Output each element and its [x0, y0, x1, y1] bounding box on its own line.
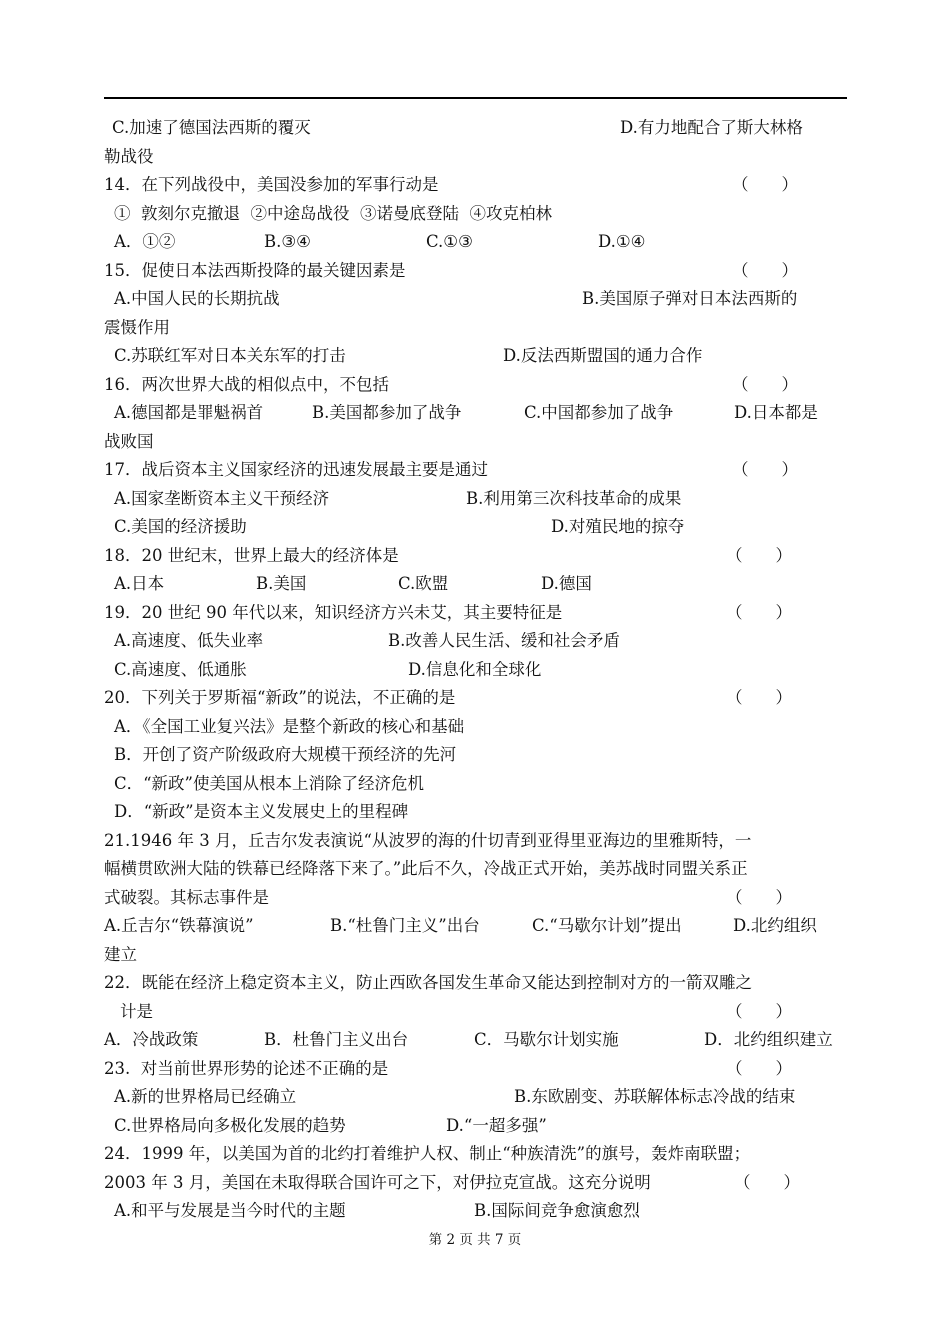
text-segment: B.“杜鲁门主义”出台 [330, 916, 480, 935]
text-line [104, 570, 850, 599]
text-segment: D.信息化和全球化 [408, 659, 542, 679]
text-segment: 震慑作用 [104, 317, 170, 337]
text-segment: C．“新政”使美国从根本上消除了经济危机 [114, 773, 424, 793]
text-line [104, 285, 850, 314]
text-segment: 18．20 世纪末，世界上最大的经济体是 [104, 545, 399, 565]
text-segment: 16．两次世界大战的相似点中，不包括 [104, 374, 389, 394]
text-line [104, 741, 850, 770]
text-line [104, 599, 850, 628]
text-line [104, 713, 850, 742]
text-segment: （ ） [726, 688, 792, 707]
text-segment: B.美国原子弹对日本法西斯的 [582, 289, 798, 308]
text-segment: 15．促使日本法西斯投降的最关键因素是 [104, 260, 406, 280]
text-segment: C.美国的经济援助 [114, 517, 247, 536]
text-segment: 2003 年 3 月，美国在未取得联合国许可之下，对伊拉克宣战。这充分说明 [104, 1172, 651, 1192]
text-line [104, 114, 850, 143]
text-segment: B.东欧剧变、苏联解体标志冷战的结束 [514, 1087, 796, 1106]
text-segment: C.世界格局向多极化发展的趋势 [114, 1115, 346, 1135]
text-segment: （ ） [732, 460, 798, 479]
text-line [104, 855, 850, 884]
text-segment: （ ） [732, 260, 798, 280]
text-segment: 23. 对当前世界形势的论述不正确的是 [104, 1058, 389, 1078]
text-segment: D.德国 [541, 574, 592, 593]
text-line [104, 627, 850, 656]
text-segment: ① 敦刻尔克撤退 ②中途岛战役 ③诺曼底登陆 ④攻克柏林 [114, 203, 552, 223]
text-segment: B.国际间竞争愈演愈烈 [474, 1201, 640, 1220]
text-segment: （ ） [726, 1058, 792, 1078]
text-segment: （ ） [734, 1172, 800, 1192]
text-segment: 式破裂。其标志事件是 [104, 887, 269, 907]
text-segment: D.北约组织 [733, 916, 817, 935]
text-segment: D.对殖民地的掠夺 [551, 517, 685, 536]
text-line [104, 1055, 850, 1084]
text-line [104, 770, 850, 799]
text-segment: A.德国都是罪魁祸首 [114, 403, 264, 422]
text-line [104, 371, 850, 400]
text-line [104, 798, 850, 827]
text-segment: B.美国 [256, 574, 307, 593]
text-line [104, 171, 850, 200]
text-line [104, 200, 850, 229]
text-segment: C.①③ [426, 232, 473, 251]
text-segment: A.和平与发展是当今时代的主题 [114, 1201, 346, 1220]
text-segment: 战败国 [104, 431, 154, 451]
text-segment: B．杜鲁门主义出台 [264, 1030, 409, 1049]
text-segment: D.“一超多强” [446, 1115, 547, 1135]
text-line [104, 342, 850, 371]
text-line [104, 513, 850, 542]
text-segment: D.日本都是 [734, 403, 818, 422]
text-segment: 24．1999 年，以美国为首的北约打着维护人权、制止“种族清洗”的旗号，轰炸南联盟； [104, 1144, 751, 1163]
header-rule [104, 97, 847, 99]
text-segment: D．“新政”是资本主义发展史上的里程碑 [114, 802, 409, 821]
text-line [104, 399, 850, 428]
text-segment: C.高速度、低通胀 [114, 659, 247, 679]
text-line [104, 969, 850, 998]
text-line [104, 1112, 850, 1141]
text-segment: D．北约组织建立 [704, 1030, 833, 1049]
text-line [104, 257, 850, 286]
text-segment: 计是 [120, 1001, 153, 1021]
text-segment: 20．下列关于罗斯福“新政”的说法，不正确的是 [104, 688, 456, 707]
text-segment: A.高速度、低失业率 [114, 631, 264, 650]
text-line [104, 1197, 850, 1226]
text-segment: 建立 [104, 944, 137, 964]
text-line [104, 941, 850, 970]
text-segment: 21.1946 年 3 月，丘吉尔发表演说“从波罗的海的什切青到亚得里亚海边的里雅斯特，一 [104, 830, 752, 850]
text-segment: （ ） [732, 175, 798, 194]
text-segment: A．冷战政策 [104, 1030, 199, 1049]
text-line [104, 143, 850, 172]
text-segment: （ ） [726, 602, 792, 622]
text-segment: A.新的世界格局已经确立 [114, 1087, 297, 1106]
text-segment: 14．在下列战役中，美国没参加的军事行动是 [104, 175, 439, 194]
text-line [104, 1169, 850, 1198]
text-segment: 幅横贯欧洲大陆的铁幕已经降落下来了。”此后不久，冷战正式开始，美苏战时同盟关系正 [104, 859, 748, 878]
text-segment: C.欧盟 [398, 574, 449, 593]
text-line [104, 656, 850, 685]
text-segment: A.丘吉尔“铁幕演说” [104, 916, 254, 935]
text-segment: C．马歇尔计划实施 [474, 1030, 619, 1049]
text-line [104, 912, 850, 941]
text-line [104, 485, 850, 514]
text-line [104, 884, 850, 913]
text-segment: （ ） [726, 1001, 792, 1021]
text-line [104, 542, 850, 571]
text-line [104, 228, 850, 257]
text-line [104, 1083, 850, 1112]
text-segment: C.中国都参加了战争 [524, 403, 674, 422]
text-line [104, 428, 850, 457]
text-segment: A.国家垄断资本主义干预经济 [114, 488, 330, 508]
text-segment: C.苏联红军对日本关东军的打击 [114, 346, 346, 365]
text-line [104, 456, 850, 485]
question-list [104, 114, 850, 1226]
text-line [104, 684, 850, 713]
text-segment: （ ） [732, 374, 798, 394]
text-segment: D.有力地配合了斯大林格 [620, 118, 803, 137]
text-segment: C.“马歇尔计划”提出 [532, 916, 682, 935]
text-segment: D.反法西斯盟国的通力合作 [503, 346, 703, 365]
text-line [104, 1140, 850, 1169]
text-segment: C.加速了德国法西斯的覆灭 [112, 118, 311, 137]
text-segment: B.利用第三次科技革命的成果 [466, 488, 682, 508]
text-segment: 19．20 世纪 90 年代以来，知识经济方兴未艾，其主要特征是 [104, 602, 563, 622]
text-line [104, 998, 850, 1027]
page-footer: 第 2 页 共 7 页 [428, 1232, 522, 1248]
text-segment: 22．既能在经济上稳定资本主义，防止西欧各国发生革命又能达到控制对方的一箭双雕之 [104, 973, 752, 992]
text-segment: A.中国人民的长期抗战 [114, 289, 280, 308]
text-segment: （ ） [726, 887, 792, 907]
text-line [104, 1026, 850, 1055]
text-segment: A．①② [114, 232, 176, 251]
text-line [104, 314, 850, 343]
text-line [104, 827, 850, 856]
text-segment: （ ） [726, 545, 792, 565]
text-segment: B.改善人民生活、缓和社会矛盾 [388, 631, 620, 650]
text-segment: B．开创了资产阶级政府大规模干预经济的先河 [114, 745, 457, 764]
text-segment: 勒战役 [104, 146, 154, 166]
text-segment: A.日本 [114, 574, 165, 593]
text-segment: D.①④ [598, 232, 646, 251]
text-segment: B.美国都参加了战争 [312, 403, 462, 422]
text-segment: B.③④ [264, 232, 311, 251]
text-segment: A．《全国工业复兴法》是整个新政的核心和基础 [114, 716, 465, 736]
text-segment: 17．战后资本主义国家经济的迅速发展最主要是通过 [104, 460, 488, 479]
